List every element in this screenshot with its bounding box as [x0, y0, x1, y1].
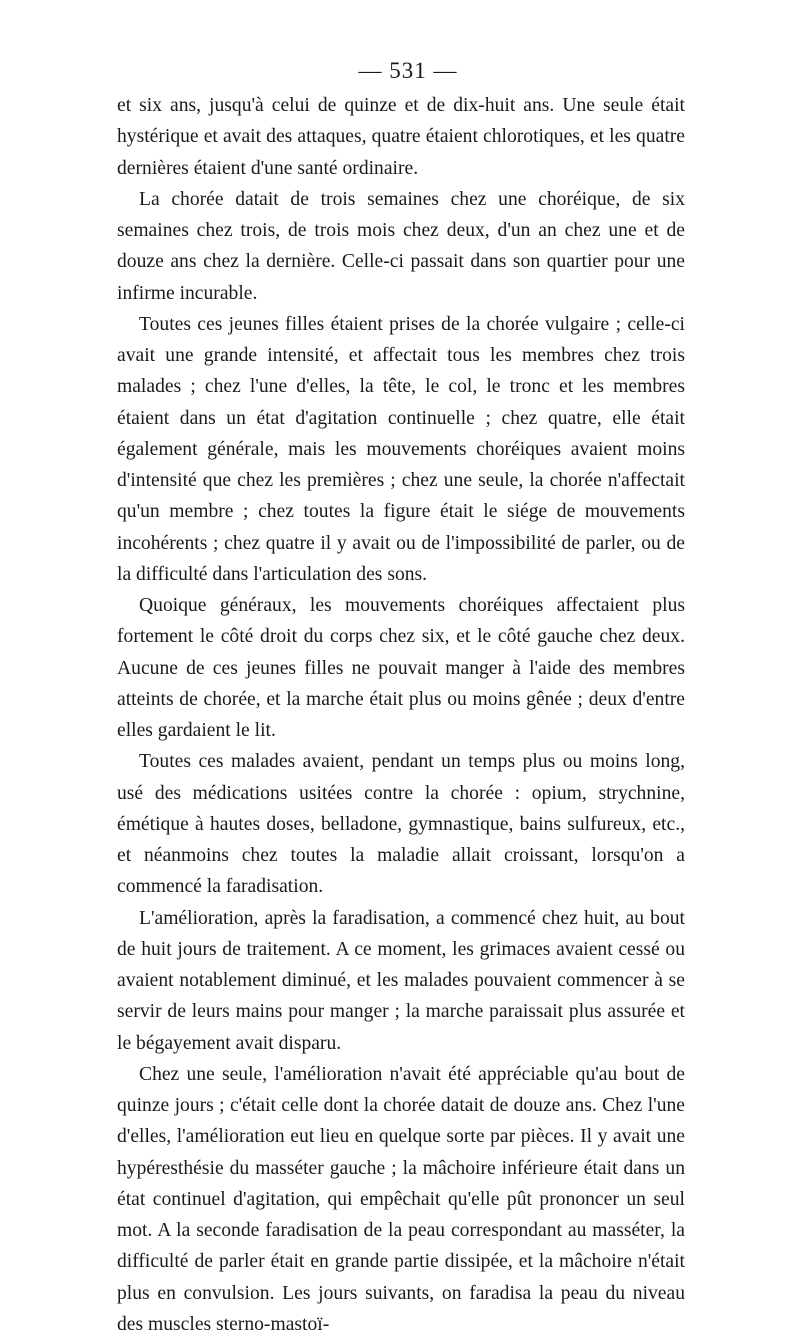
page-number: — 531 —: [358, 58, 458, 83]
body-text: [117, 90, 685, 1340]
paragraph-3: Toutes ces jeunes filles étaient prises de la chorée vulgaire ; celle-ci avait une grande intensité, et affectait tous les membres chez trois malades ; chez l'une d'elles, la tête, le col, le tronc et les membres étaient dans un état d'agitation continuelle ; chez quatre, elle était également générale, mais les mouvements choréiques avaient moins d'intensité que chez les premières ; chez une seule, la chorée n'affectait qu'un membre ; chez toutes la figure était le siége de mouvements incohérents ; chez quatre il y avait ou de l'impossibilité de parler, ou de la difficulté dans l'articulation des sons.: [117, 313, 685, 585]
paragraph-4: Quoique généraux, les mouvements choréiques affectaient plus fortement le côté droit du corps chez six, et le côté gauche chez deux. Aucune de ces jeunes filles ne pouvait manger à l'aide des membres atteints de chorée, et la marche était plus ou moins gênée ; deux d'entre elles gardaient le lit.: [117, 595, 685, 741]
paragraph-1: et six ans, jusqu'à celui de quinze et de dix-huit ans. Une seule était hystérique et avait des attaques, quatre étaient chlorotiques, et les quatre dernières étaient d'une santé ordinaire.: [117, 95, 685, 179]
paragraph-5: Toutes ces malades avaient, pendant un temps plus ou moins long, usé des médications usitées contre la chorée : opium, strychnine, émétique à hautes doses, belladone, gymnastique, bains sulfureux, etc., et néanmoins chez toutes la maladie allait croissant, lorsqu'on a commencé la faradisation.: [117, 751, 685, 898]
paragraph-7: Chez une seule, l'amélioration n'avait été appréciable qu'au bout de quinze jours ; c'était celle dont la chorée datait de douze ans. Chez l'une d'elles, l'amélioration eut lieu en quelque sorte par pièces. Il y avait une hypéresthésie du masséter gauche ; la mâchoire inférieure était dans un état continuel d'agitation, qui empêchait qu'elle pût prononcer un seul mot. A la seconde faradisation de la peau correspondant au masséter, la difficulté de parler était en grande partie dissipée, et la mâchoire n'était plus en convulsion. Les jours suivants, on faradisa la peau du niveau des muscles sterno-mastoï-: [117, 1063, 685, 1335]
paragraph-6: L'amélioration, après la faradisation, a commencé chez huit, au bout de huit jours de traitement. A ce moment, les grimaces avaient cessé ou avaient notablement diminué, et les malades pouvaient commencer à se servir de leurs mains pour manger ; la marche paraissait plus assurée et le bégayement avait disparu.: [117, 907, 685, 1054]
paragraph-2: La chorée datait de trois semaines chez une choréique, de six semaines chez trois, de trois mois chez deux, d'un an chez une et de douze ans chez la dernière. Celle-ci passait dans son quartier pour une infirme incurable.: [117, 188, 685, 304]
